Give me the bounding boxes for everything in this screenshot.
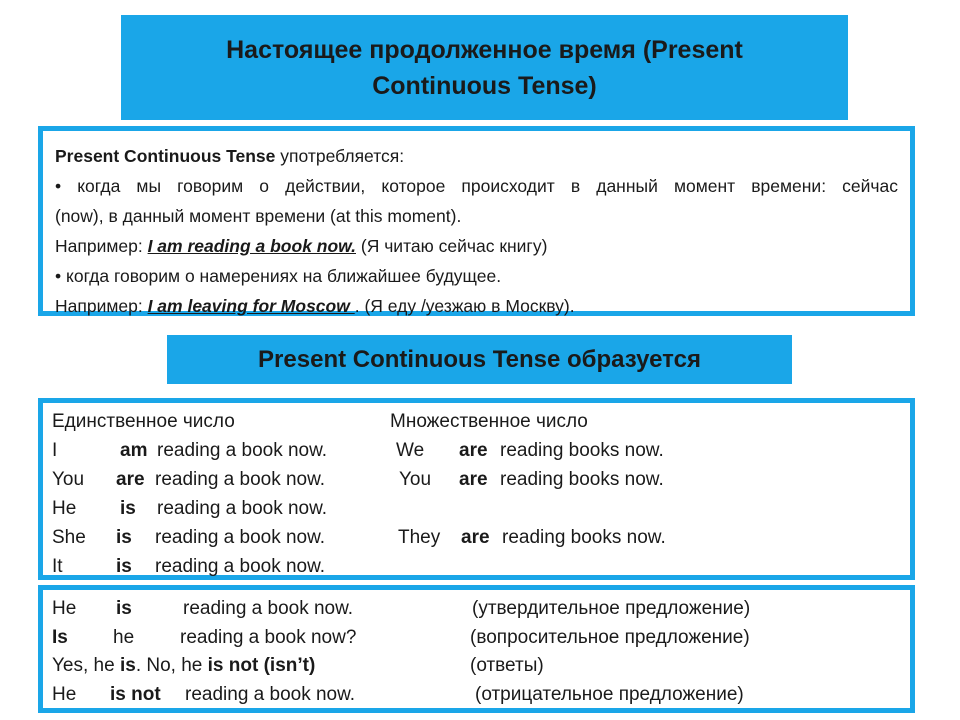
plural-pronoun: We — [396, 440, 425, 461]
singular-pronoun: I — [52, 440, 58, 461]
singular-verb: is — [120, 498, 136, 519]
question-note: (вопросительное предложение) — [470, 627, 750, 648]
plural-rest: reading books now. — [500, 440, 664, 461]
usage-example-1 — [55, 231, 898, 261]
conjugation-panel — [38, 398, 915, 580]
singular-rest: reading a book now. — [157, 440, 328, 461]
usage-bullet-1-cont: (now), в данный момент времени (at this moment). — [55, 206, 462, 226]
singular-rest: reading a book now. — [157, 498, 328, 519]
example-1-label: Например: — [55, 236, 148, 256]
affirmative-note: (утвердительное предложение) — [472, 598, 751, 619]
negative-rest: reading a book now. — [185, 684, 356, 705]
singular-verb: is — [116, 527, 132, 548]
negative-verb: is not — [110, 684, 161, 705]
example-2-label: Например: — [55, 296, 148, 316]
title-line-2: Continuous Tense) — [372, 71, 597, 100]
plural-verb: are — [461, 527, 490, 548]
singular-pronoun: You — [52, 469, 85, 490]
example-2-translation: . (Я еду /уезжаю в Москву). — [354, 296, 575, 316]
singular-rest: reading a book now. — [155, 469, 326, 490]
plural-verb: are — [459, 469, 488, 490]
usage-bullet-1: • когда мы говорим о действии, которое происходит в данный момент времени: сейчас — [55, 176, 898, 196]
usage-intro-rest: употребляется: — [275, 146, 405, 166]
question-rest: reading a book now? — [180, 627, 357, 648]
answer-yes-verb: is — [119, 655, 136, 676]
singular-rest: reading a book now. — [155, 556, 326, 577]
negative-subject: He — [52, 684, 77, 705]
title-banner — [121, 15, 848, 120]
affirmative-verb: is — [116, 598, 132, 619]
singular-verb: is — [116, 556, 132, 577]
question-subject: he — [113, 627, 135, 648]
usage-intro — [55, 141, 898, 171]
plural-verb: are — [459, 440, 488, 461]
plural-rest: reading books now. — [502, 527, 666, 548]
usage-intro-term: Present Continuous Tense — [55, 146, 276, 166]
answer-no: . No, he — [135, 655, 208, 676]
formation-title: Present Continuous Tense образуется — [258, 345, 701, 373]
singular-pronoun: She — [52, 527, 86, 548]
title-line-1: Настоящее продолженное время (Present — [226, 35, 743, 64]
plural-pronoun: They — [398, 527, 441, 548]
question-verb: Is — [52, 627, 68, 648]
negative-note: (отрицательное предложение) — [475, 684, 744, 705]
answers-line — [52, 655, 315, 677]
usage-example-2 — [55, 291, 898, 321]
usage-panel — [38, 126, 915, 316]
sentence-forms-panel — [38, 585, 915, 713]
plural-rest: reading books now. — [500, 469, 664, 490]
singular-pronoun: It — [52, 556, 63, 577]
usage-bullet-2: • когда говорим о намерениях на ближайшее будущее. — [55, 266, 502, 286]
singular-rest: reading a book now. — [155, 527, 326, 548]
singular-header: Единственное число — [52, 411, 235, 432]
singular-verb: are — [116, 469, 145, 490]
example-1-sentence: I am reading a book now. — [147, 236, 356, 256]
plural-header: Множественное число — [390, 411, 588, 432]
formation-banner — [167, 335, 792, 384]
singular-verb: am — [120, 440, 148, 461]
answers-note: (ответы) — [470, 655, 544, 676]
answer-no-verb: is not (isn’t) — [207, 655, 316, 676]
example-1-translation: (Я читаю сейчас книгу) — [356, 236, 548, 256]
affirmative-rest: reading a book now. — [183, 598, 354, 619]
plural-pronoun: You — [399, 469, 432, 490]
affirmative-subject: He — [52, 598, 77, 619]
answer-yes: Yes, he — [52, 655, 120, 676]
singular-pronoun: He — [52, 498, 77, 519]
example-2-sentence: I am leaving for Moscow — [147, 296, 355, 316]
